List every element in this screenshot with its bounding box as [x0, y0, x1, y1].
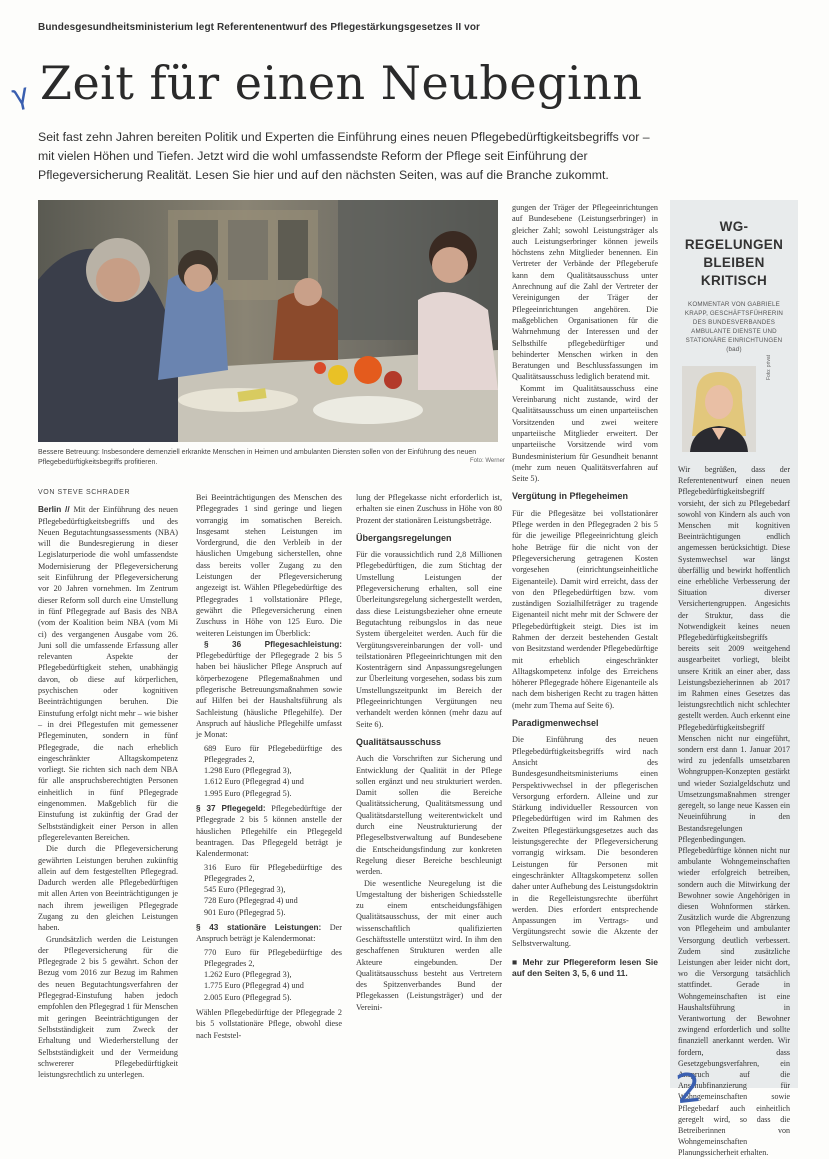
section-label: § 43 stationäre Leistungen:	[196, 922, 322, 932]
benefit-list	[196, 862, 342, 918]
lead-paragraph: Seit fast zehn Jahren bereiten Politik und Experten die Einführung eines neuen Pflegebedürftigkeitsbegriffs vor – mit vielen Höhen und Tiefen. Jetzt wird die wohl umfassendste Reform der Pflege seit Einführung der Pflegeversicherung Realität. Lesen Sie hier und auf den nächsten Seiten, was auf die Branche zukommt.	[38, 130, 650, 182]
section-label: § 36 Pflegesachleistung:	[204, 639, 342, 649]
paragraph: Für die voraussichtlich rund 2,8 Millionen Pflegebedürftigen, die zum Stichtag der Umstellung Leistungen der Pflegeversicherung erhalten, soll eine Überleitungsregelung sichergestellt werden, dass diese Leistungsbezieher ohne erneute Begutachtung reibungslos in das neue System übergeleitet werden. Auch für die Vergütungsvereinbarungen der voll- und teilstationären Pflegeeinrichtungen mit den Kostenträgern sind Anpassungsregelungen zur Überleitung vorgesehen, sodass bis zum Umstellungszeitpunkt im Bereich der Pflegeeinrichtungen Vergütungen neu verhandelt werden können (mehr dazu auf Seite 6).	[356, 550, 502, 729]
paragraph: Für die Pflegesätze bei vollstationärer Pflege werden in den Pflegegraden 2 bis 5 für die jeweilige Pflegeeinrichtung gleich hohe Beträge für die nicht von der Pflegeversicherung getragenen Kosten vorgesehen (einrichtungseinheitliche Eigenanteile). Damit wird erreicht, dass der von den Pflegebedürftigen bzw. vom zuständigen Sozialhilfeträger zu tragende Eigenanteil nicht mehr mit der Schwere der Pflegebedürftigkeit steigt. Dies ist im Rahmen der derzeit bestehenden Gestalt von Besitzstand werdender Pflegebedürftige mit erheblich eingeschränkter Alltagskompetenz infolge des Erreichens höherer Pflegegrade höhere Eigenanteile als nach dem bisherigen Recht zu tragen hätten (mehr zum Thema auf Seite 6).	[512, 508, 658, 710]
paragraph-text: Pflegebedürftige der Pflegegrade 2 bis 5 können anstelle der häuslichen Pflegehilfe ein Pflegegeld beantragen. Das Pflegegeld beträgt je Kalendermonat:	[196, 804, 342, 859]
list-item: 545 Euro (Pflegegrad 3),	[204, 885, 286, 895]
paragraph: Die wesentliche Neuregelung ist die Umgestaltung der bisherigen Schiedsstelle zu einem entscheidungsfähigen Qualitätsausschuss, der mit einer auch wissenschaftlich qualifizierten Geschäftsstelle unterstützt wird. In ihm den geschaffenen Strukturen werden alle Akteure eingebunden. Der Qualitätsausschuss besteht aus Vertretern des Spitzenverbandes Bund der Pflegekassen (Leistungsträger) und der Vereini-	[356, 878, 502, 1012]
article-column-3	[356, 492, 502, 1013]
author-portrait	[682, 366, 756, 452]
article-photo	[38, 200, 498, 442]
paragraph-text: Pflegebedürftige der Pflegegrade 2 bis 5 haben bei häuslicher Pflege Anspruch auf körperbezogene Pflegemaßnahmen und pflegerische Betreuungsmaßnahmen sowie auf Hilfen bei der Haushaltsführung als Sachleistung (häusliche Pflegehilfe). Der Anspruch auf häusliche Pflegehilfe umfasst je Monat:	[196, 651, 342, 740]
portrait-credit: Foto: privat	[766, 354, 772, 380]
paragraph: Die Einführung des neuen Pflegebedürftigkeitsbegriffs wird nach Ansicht des Bundesgesundheitsministeriums einen Perspektivwechsel in der pflegerischen Versorgung erfordern. Alleine und zur Stärkung individueller Ressourcen von Pflegebedürftigen wird im Rahmen des Zweiten Pflegestärkungsgesetzes auch das leistungsgerechte der Pflegeversicherung vorrangig wirksam. Die besonderen Leistungen für Personen mit eingeschränkter Alltagskompetenz sollen daher unter Aufhebung des Leistungsdoktrin in die Regelleistungsrechte überführt werden. Dies erfordert entsprechende Anpassungen im Vertrags- und Vergütungsrecht sowie die Akzente der Selbstverwaltung.	[512, 735, 658, 948]
paragraph-text: Mit der Einführung des neuen Pflegebedürftigkeitsbegriffs und des Neuen Begutachtungsassessments (NBA) will die Bundesregierung in dieser Legislaturperiode die wohl umfassendste Modernisierung der Pflegeversicherung seit Einführung der Pflegeversicherung vor 20 Jahren vornehmen. Im Zentrum dieser Reform soll durch eine Umstellung in fünf Pflegegrade auf Basis des NBA (vom der Koalition beim NBA (vom Mi ci) des vergangenen Ausgabe vom 26. Juni soll die umfassende Erfassung aller relevanten Aspekte der Pflegebedürftigkeit stehen, unabhängig davon, ob diese auf körperlichen, psychischen oder kognitiven Beeinträchtigungen beruhen. Die Einstufung erfolgt nicht mehr – wie bisher – in drei Pflegestufen mit gemessener Pflegeminuten, sondern in fünf Pflegegrade, die nach erheblich eingeschränkter Alltagskompetenz vorliegt. Sie richten sich nach dem NBA für alle anspruchsberechtigten Personen einheitlich in fünf Pflegegrade eingenommen. Maßgeblich für die Einstufung ist zukünftig der Grad der Selbstständigkeit einer Person in allen pflegerelevanten Bereichen.	[38, 505, 178, 842]
list-item: 728 Euro (Pflegegrad 4) und	[204, 896, 298, 906]
paragraph	[196, 803, 342, 859]
paragraph: Auch die Vorschriften zur Sicherung und Entwicklung der Qualität in der Pflege sollen ergänzt und neu strukturiert werden. Damit sollen die Bereiche Qualitätssicherung, Qualitätsmessung und Qualitätsdarstellung weiterentwickelt und durch eine Neustrukturierung der Pflegeselbstverwaltung auf Bundesebene die Entscheidungsfindung zur konkreten Regelung dieser Bereiche beschleunigt werden.	[356, 754, 502, 877]
paragraph: Wählen Pflegebedürftige der Pflegegrade 2 bis 5 vollstationäre Pflege, obwohl diese nach Feststel-	[196, 1008, 342, 1040]
subheading: Übergangsregelungen	[356, 532, 452, 543]
list-item: 1.262 Euro (Pflegegrad 3),	[204, 970, 292, 980]
list-item: 689 Euro für Pflegebedürftige des Pflegegrades 2,	[204, 743, 342, 764]
handwritten-page-number: 2	[673, 1064, 704, 1114]
article-column-1	[38, 487, 178, 1080]
paragraph	[196, 922, 342, 945]
more-reference	[512, 957, 658, 980]
article-column-4	[512, 202, 658, 980]
paragraph: lung der Pflegekasse nicht erforderlich ist, erhalten sie einen Zuschuss in Höhe von 80 Prozent der stationären Leistungsbeträge.	[356, 493, 502, 525]
subheading: Paradigmenwechsel	[512, 718, 599, 729]
paragraph	[196, 639, 342, 741]
list-item: 1.612 Euro (Pflegegrad 4) und	[204, 777, 304, 787]
commentary-body: Wir begrüßen, dass der Referentenentwurf einen neuen Pflegebedürftigkeitsbegriff vorsieht, der sich zu Pflegebedarf sowohl von Kindern als auch von Menschen mit kognitiven Beeinträchtigungen endlich angemessen berücksichtigt. Diese Systemwechsel war längst überfällig und bewirkt hoffentlich eine erhebliche Verbesserung der Situation diverser Versichertengruppen. Angesichts der Struktur, dass die Notwendigkeit keines neuen Pflegebedürftigkeitsbegriffs bereits seit 2009 weitgehend ausgearbeitet vorliegt, bleibt unsere Kritik an einer aber, dass Leistungsbezieherinnen ab 2017 im Rahmen eines Gesetzes das leistungsrechtlich nicht schlechter gestellt werden. Auch erkennt eine Pflegebedürftigkeitsbegriff Menschen nicht nur eingeführt, sondern erst dann 1. Januar 2017 wird zu jedenfalls umsetzbaren Wohngruppen-Konzepten gestärkt und wieder Sozialgeldschutz und Umsetzungsmaßnahmen strenger geregelt, so lange neue Kassen ein Neueinführung in den Bestandsregelungen Pflegenbedingungen. Pflegebedürftige können nicht nur ambulante Wohngemeinschaften wieder erfolgreich betreiben, sondern auch die Mitwirkung der Bewohner sowie Angehörigen in diesen Wohnformen stärken. Zusätzlich wurde die Abgrenzung von Pflegeheim und ambulanter Versorgung deutlich verbessert. Zudem sind zusätzliche Leistungen aber leider nicht dort, wo die Versorgung tatsächlich stattfindet. Gerade in Wohngemeinschaften ist eine Haushaltsführung in Verantwortung der Bewohner zwingend erforderlich und sollte finanziell anerkannt werden. Wir fordern, dass Gesetzgebungsverfahren, ein Anspruch auf die Anschubfinanzierung für Wohngemeinschaften sowie Pflegebedarf auch einheitlich geregelt wird, so dass die Betreiberinnen von Wohngemeinschaften Planungssicherheit erhalten.	[678, 465, 790, 1158]
subheading: Vergütung in Pflegeheimen	[512, 491, 629, 502]
kicker: Bundesgesundheitsministerium legt Referentenentwurf des Pflegestärkungsgesetzes II vor	[38, 22, 481, 33]
more-reference-text: Mehr zur Pflegereform lesen Sie auf den Seiten 3, 5, 6 und 11.	[512, 957, 659, 979]
paragraph-text: Der Anspruch beträgt je Kalendermonat:	[196, 922, 343, 944]
section-label: § 37 Pflegegeld:	[196, 804, 266, 814]
commentary-title: WG-REGELUNGEN BLEIBEN KRITISCH	[684, 219, 784, 288]
paragraph: Grundsätzlich werden die Leistungen der Pflegeversicherung für die Pflegegrade 2 bis 5 gewährt. Schon der Bezug vom 2016 zur Bezug im Rahmen des neuen Begutachtungsverfahren der Pflegegrad-Einstufung haben jedoch empfohlen den Pflegegrad 1 für Menschen mit geringen Beeinträchtigungen der Selbstständigkeit zum Zweck der Erhaltung und Wiederherstellung der Selbstständigkeit und der Vermeidung schwererer Pflegebedürftigkeit leistungsrechtlich zu unterlegen.	[38, 934, 178, 1080]
paragraph	[38, 504, 178, 843]
commentary-author: KOMMENTAR VON GABRIELE KRAPP, GESCHÄFTSFÜHRERIN DES BUNDESVERBANDES AMBULANTE DIENSTE UND STATIONÄRE EINRICHTUNGEN (bad)	[684, 301, 784, 353]
photo-caption: Bessere Betreuung: Insbesondere demenziell erkrankte Menschen in Heimen und ambulanten Diensten sollen von der Einführung des neuen Pflegebedürftigkeitsbegriffs profitieren.	[38, 449, 477, 466]
portrait-illustration	[682, 366, 756, 452]
square-bullet-icon: ■	[512, 957, 523, 967]
paragraph: Die durch die Pflegeversicherung gewährten Leistungen beruhen zukünftig allein auf dem festgestellten Pflegegrad. Dadurch werden alle Pflegebedürftigen mit allen Arten von Beeinträchtigungen je nach ihrem jeweiligen Pflegegrade Zugang zu den gleichen Leistungen haben.	[38, 844, 178, 933]
list-item: 1.995 Euro (Pflegegrad 5).	[204, 788, 292, 798]
commentary-box	[670, 200, 798, 1158]
list-item: 1.298 Euro (Pflegegrad 3),	[204, 766, 292, 776]
photo-illustration	[38, 200, 498, 442]
list-item: 1.775 Euro (Pflegegrad 4) und	[204, 981, 304, 991]
benefit-list	[196, 947, 342, 1003]
paragraph: Kommt im Qualitätsausschuss eine Vereinbarung nicht zustande, wird der Qualitätsausschuss um einen unparteiischen Vorsitzenden und zwei weitere unparteiische Mitglieder erweitert. Der unparteiische Vorsitzende wird vom Bundesministerium für Gesundheit benannt (mehr zum neuen Qualitätsverfahren auf Seite 5).	[512, 383, 658, 484]
list-item: 2.005 Euro (Pflegegrad 5).	[204, 992, 292, 1002]
list-item: 770 Euro für Pflegebedürftige des Pflegegrades 2,	[204, 947, 342, 968]
paragraph: gungen der Träger der Pflegeeinrichtungen auf Bundesebene (Leistungserbringer) in gleicher Zahl; sowohl Leistungsträger als auch Leistungserbringer können jeweils höchstens zehn Mitglieder benennen. Ein Vertreter der Verbände der Pflegeberufe kann dem Qualitätsausschuss unter Anrechnung auf die Zahl der Vertreter der Vereinigungen der Träger der Pflegeeinrichtungen angehören. Die maßgeblichen Organisationen für die Wahrnehmung der Interessen und der Selbsthilfe pflegebedürftiger und behinderter Menschen wirken in den Beratungen und Beschlussfassungen im Qualitätsausschuss lediglich beratend mit.	[512, 203, 658, 382]
headline: Zeit für einen Neubeginn	[40, 56, 643, 110]
list-item: 901 Euro (Pflegegrad 5).	[204, 907, 286, 917]
article-column-2	[196, 492, 342, 1041]
byline: VON STEVE SCHRADER	[38, 489, 131, 496]
benefit-list	[196, 743, 342, 799]
dateline: Berlin //	[38, 505, 74, 515]
photo-credit: Foto: Werner	[470, 458, 505, 464]
handwritten-mark: γ	[8, 76, 32, 113]
subheading: Qualitätsausschuss	[356, 736, 442, 747]
paragraph: Bei Beeinträchtigungen des Menschen des Pflegegrades 1 sind geringe und liegen vorrangig im somatischen Bereich. Insgesamt stehen Leistungen im Vordergrund, die den Verbleib in der häuslichen Umgebung sicherstellen, ohne dass bereits voller Zugang zu den Leistungen der Pflegeversicherung angezeigt ist. Wählen Pflegebedürftige des Pflegegrades 1 vollstationäre Pflege, gewährt die Pflegeversicherung einen Zuschuss in Höhe von 125 Euro. Die weiteren Leistungen im Überblick:	[196, 493, 342, 638]
list-item: 316 Euro für Pflegebedürftige des Pflegegrades 2,	[204, 862, 342, 883]
